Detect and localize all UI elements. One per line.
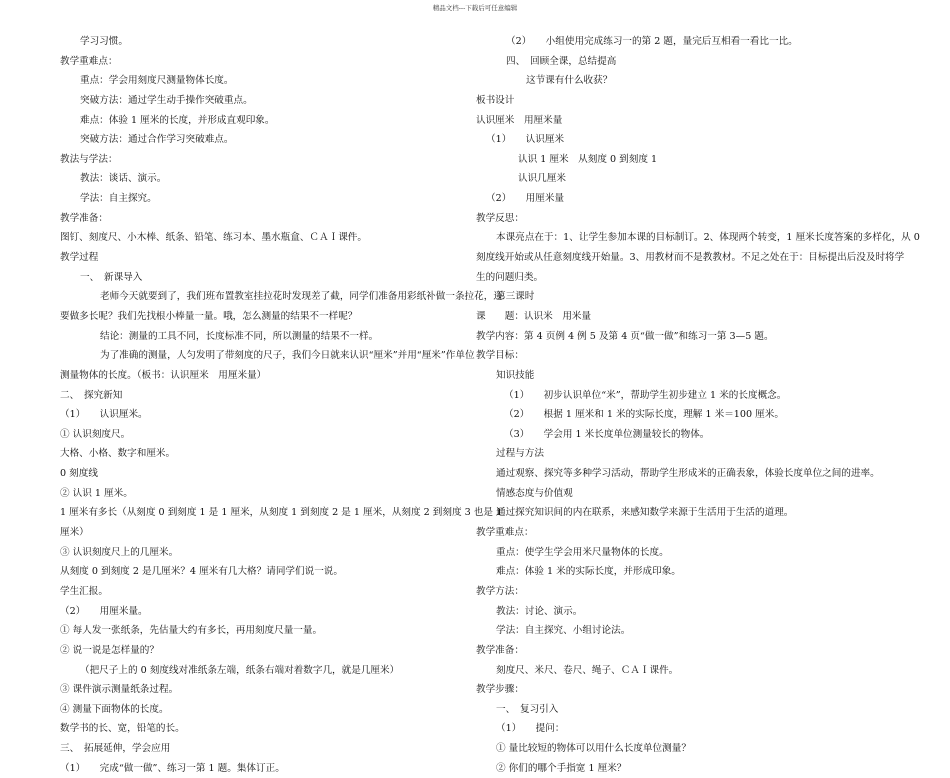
- right-text-line: （2） 用厘米量: [486, 193, 565, 205]
- left-text-line: ② 说一说是怎样量的？: [60, 644, 159, 656]
- right-text-line: 通过探究知识间的内在联系，来感知数学来源于生活用于生活的道理。: [496, 507, 794, 519]
- right-text-line: 教学步骤：: [476, 684, 524, 696]
- right-text-line: 课 题：认识米 用米量: [476, 310, 592, 322]
- left-text-line: （1） 认识厘米。: [60, 409, 148, 421]
- left-text-line: 教学重难点：: [60, 55, 118, 67]
- left-text-line: 老师今天就要到了，我们班布置教室挂拉花时发现差了截，同学们准备用彩纸补做一条拉花，还: [100, 291, 503, 303]
- left-text-line: ① 每人发一张纸条，先估量大约有多长，再用刻度尺量一量。: [60, 625, 323, 637]
- left-text-line: ② 认识 1 厘米。: [60, 487, 133, 499]
- left-text-line: （2） 用厘米量。: [60, 605, 148, 617]
- left-text-line: ① 认识刻度尺。: [60, 428, 131, 440]
- left-text-line: ③ 认识刻度尺上的几厘米。: [60, 546, 179, 558]
- left-text-line: 要做多长呢？我们先找根小棒量一量。哦，怎么测量的结果不一样呢？: [60, 310, 358, 322]
- right-text-line: 教学反思：: [476, 212, 524, 224]
- right-text-line: 第三课时: [496, 291, 535, 303]
- left-text-line: 测量物体的长度。（板书：认识厘米 用厘米量）: [60, 369, 267, 381]
- right-text-line: ① 量比较短的物体可以用什么长度单位测量？: [496, 743, 691, 755]
- left-text-line: 突破方法：通过学生动手操作突破重点。: [80, 94, 253, 106]
- right-text-line: 认识 1 厘米 从刻度 0 到刻度 1: [518, 153, 658, 165]
- right-text-line: 知识技能: [496, 369, 535, 381]
- left-text-line: 大格、小格、数字和厘米。: [60, 448, 176, 460]
- right-text-line: （1） 认识厘米: [486, 134, 565, 146]
- left-text-line: ③ 课件演示测量纸条过程。: [60, 684, 179, 696]
- left-text-line: 教学过程: [60, 252, 99, 264]
- left-text-line: 为了准确的测量，人匀发明了带刻度的尺子，我们今日就来认识“厘米”并用“厘米”作单位: [100, 350, 475, 362]
- left-text-line: 教法：谈话、演示。: [80, 173, 167, 185]
- left-text-line: 图钉、刻度尺、小木棒、纸条、铅笔、练习本、墨水瓶盒、ＣＡＩ课件。: [60, 232, 367, 244]
- right-text-line: 本课亮点在于：1、让学生参加本课的目标制订。2、体现两个转变，1 厘米长度答案的多样化，从 0: [496, 232, 920, 244]
- right-text-line: 一、 复习引入: [496, 703, 559, 715]
- right-text-line: 刻度线开始或从任意刻度线开始量。3、用教材而不是教教材。不足之处在于：目标提出后没及时将学: [476, 252, 905, 264]
- left-text-line: 0 刻度线: [60, 468, 98, 480]
- right-text-line: 重点：使学生学会用米尺量物体的长度。: [496, 546, 669, 558]
- left-text-line: 一、 新课导入: [80, 271, 143, 283]
- right-text-line: 板书设计: [476, 94, 515, 106]
- left-text-line: ④ 测量下面物体的长度。: [60, 703, 169, 715]
- right-text-line: 生的问题归类。: [476, 271, 544, 283]
- right-text-line: （3） 学会用 1 米长度单位测量较长的物体。: [504, 428, 710, 440]
- left-text-line: （把尺子上的 0 刻度线对准纸条左端，纸条右端对着数字几，就是几厘米）: [80, 664, 400, 676]
- left-text-line: 学习习惯。: [80, 36, 128, 47]
- left-text-line: 教法与学法：: [60, 153, 118, 165]
- right-text-line: （2） 根据 1 厘米和 1 米的实际长度，理解 1 米＝100 厘米。: [504, 409, 784, 421]
- right-text-line: 学法：自主探究、小组讨论法。: [496, 625, 631, 637]
- right-text-line: 教学重难点：: [476, 527, 534, 539]
- right-column: [476, 32, 920, 778]
- right-text-line: 过程与方法: [496, 448, 544, 460]
- left-text-line: 突破方法：通过合作学习突破难点。: [80, 134, 234, 146]
- right-text-line: 情感态度与价值观: [496, 487, 573, 499]
- right-text-line: （1） 提问：: [496, 723, 565, 735]
- right-text-line: （1） 初步认识单位“米”，帮助学生初步建立 1 米的长度概念。: [504, 389, 787, 401]
- right-text-line: 教学内容：第 4 页例 4 例 5 及第 4 页“做一做”和练习一第 3—5 题。: [476, 330, 774, 342]
- left-text-line: 难点：体验 1 厘米的长度，并形成直观印象。: [80, 114, 275, 126]
- left-text-line: 厘米）: [60, 527, 89, 539]
- left-text-line: 从刻度 0 到刻度 2 是几厘米？4 厘米有几大格？请同学们说一说。: [60, 566, 343, 578]
- left-text-line: 1 厘米有多长（从刻度 0 到刻度 1 是 1 厘米，从刻度 1 到刻度 2 是 1 厘米，从刻度 2 到刻度 3 也是 1: [60, 507, 503, 519]
- right-text-line: 认识几厘米: [518, 173, 566, 185]
- left-text-line: 学生汇报。: [60, 585, 108, 597]
- left-text-line: 二、 探究新知: [60, 389, 123, 401]
- left-text-line: 重点：学会用刻度尺测量物体长度。: [80, 75, 234, 87]
- right-text-line: 难点：体验 1 米的实际长度，并形成印象。: [496, 566, 681, 578]
- left-text-line: 学法：自主探究。: [80, 193, 157, 205]
- right-text-line: 教学准备：: [476, 644, 524, 656]
- left-text-line: （1） 完成“做一做”、练习一第 1 题。集体订正。: [60, 762, 285, 774]
- right-text-line: 通过观察、探究等多种学习活动，帮助学生形成米的正确表象，体验长度单位之间的进率。: [496, 468, 880, 480]
- left-text-line: 教学准备：: [60, 212, 108, 224]
- right-text-line: 四、 回顾全课，总结提高: [506, 55, 617, 67]
- page-header-note: 精品文档---下载后可任意编辑: [432, 4, 518, 12]
- right-text-line: 认识厘米 用厘米量: [476, 114, 563, 126]
- right-text-line: 这节课有什么收获？: [526, 75, 613, 87]
- left-text-line: 三、 拓展延伸，学会应用: [60, 743, 171, 755]
- right-text-line: 教学方法：: [476, 585, 524, 597]
- right-text-line: 刻度尺、米尺、卷尺、绳子、ＣＡＩ课件。: [496, 664, 679, 676]
- left-text-line: 数学书的长、宽，铅笔的长。: [60, 723, 185, 735]
- right-text-line: ② 你们的哪个手指宽 1 厘米？: [496, 762, 627, 774]
- left-text-line: 结论：测量的工具不同，长度标准不同，所以测量的结果不一样。: [100, 330, 379, 342]
- right-text-line: 教法：讨论、演示。: [496, 605, 583, 617]
- right-text-line: 教学目标：: [476, 350, 524, 362]
- right-text-line: （2） 小组使用完成练习一的第 2 题，量完后互相看一看比一比。: [506, 36, 798, 47]
